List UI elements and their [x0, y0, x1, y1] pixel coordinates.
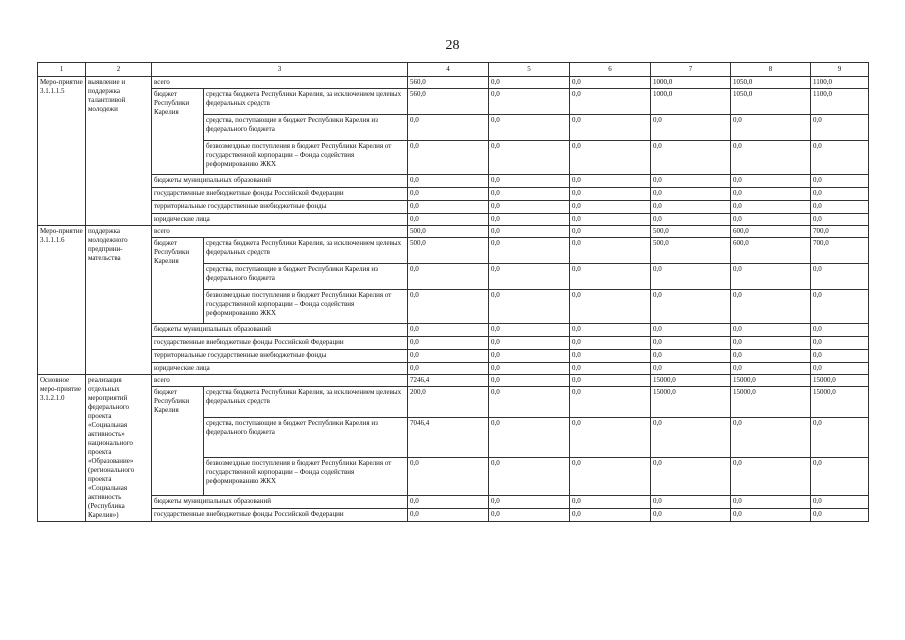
- funding-source: территориальные государственные внебюджетные фонды: [152, 350, 408, 363]
- value-cell: 0,0: [489, 141, 570, 175]
- value-cell: 700,0: [811, 226, 869, 238]
- value-cell: 0,0: [651, 337, 731, 350]
- value-cell: 0,0: [570, 201, 651, 214]
- table-row: [38, 387, 869, 418]
- value-cell: 0,0: [811, 115, 869, 141]
- value-cell: 0,0: [651, 115, 731, 141]
- value-cell: 0,0: [811, 188, 869, 201]
- value-cell: 0,0: [489, 115, 570, 141]
- value-cell: 15000,0: [651, 375, 731, 387]
- value-cell: 0,0: [651, 363, 731, 375]
- value-cell: 0,0: [651, 264, 731, 290]
- value-cell: 0,0: [489, 509, 570, 522]
- value-cell: 0,0: [570, 141, 651, 175]
- header-cell: 3: [152, 63, 408, 77]
- header-cell: 5: [489, 63, 570, 77]
- table-row: [38, 350, 869, 363]
- funding-source: безвозмездные поступления в бюджет Республики Карелия от государственной корпорации – Фонда содействия реформированию ЖКХ: [204, 458, 408, 496]
- header-cell: 2: [86, 63, 152, 77]
- value-cell: 0,0: [811, 363, 869, 375]
- value-cell: 7246,4: [408, 375, 489, 387]
- header-cell: 8: [731, 63, 811, 77]
- value-cell: 0,0: [408, 290, 489, 324]
- value-cell: 0,0: [731, 496, 811, 509]
- value-cell: 600,0: [731, 238, 811, 264]
- budget-label: бюджет Республики Карелия: [152, 238, 204, 324]
- value-cell: 1100,0: [811, 77, 869, 89]
- table-row: [38, 77, 869, 89]
- value-cell: 0,0: [570, 387, 651, 418]
- value-cell: 0,0: [651, 509, 731, 522]
- value-cell: 500,0: [408, 238, 489, 264]
- measure-name: реализация отдельных мероприятий федерального проекта «Социальная активность» национального проекта «Образование» (регионального проекта «Социальная активность (Республика Карелия»): [86, 375, 152, 522]
- funding-source: юридические лица: [152, 363, 408, 375]
- value-cell: 0,0: [570, 188, 651, 201]
- value-cell: 0,0: [731, 418, 811, 458]
- value-cell: 0,0: [408, 337, 489, 350]
- value-cell: 0,0: [731, 458, 811, 496]
- value-cell: 0,0: [570, 89, 651, 115]
- value-cell: 0,0: [489, 337, 570, 350]
- table-row: [38, 496, 869, 509]
- budget-label: бюджет Республики Карелия: [152, 387, 204, 496]
- value-cell: 0,0: [489, 214, 570, 226]
- value-cell: 0,0: [731, 350, 811, 363]
- table-row: [38, 214, 869, 226]
- funding-source: безвозмездные поступления в бюджет Республики Карелия от государственной корпорации – Фонда содействия реформированию ЖКХ: [204, 141, 408, 175]
- funding-source: средства, поступающие в бюджет Республики Карелия из федерального бюджета: [204, 264, 408, 290]
- value-cell: 0,0: [570, 337, 651, 350]
- value-cell: 0,0: [811, 201, 869, 214]
- funding-source: территориальные государственные внебюджетные фонды: [152, 201, 408, 214]
- table-row: [38, 509, 869, 522]
- value-cell: 0,0: [811, 175, 869, 188]
- value-cell: 0,0: [570, 418, 651, 458]
- value-cell: 15000,0: [731, 387, 811, 418]
- value-cell: 1050,0: [731, 89, 811, 115]
- value-cell: 0,0: [408, 115, 489, 141]
- value-cell: 0,0: [731, 509, 811, 522]
- value-cell: 0,0: [489, 418, 570, 458]
- value-cell: 0,0: [570, 238, 651, 264]
- value-cell: 0,0: [570, 350, 651, 363]
- budget-label: бюджет Республики Карелия: [152, 89, 204, 175]
- table-row: [38, 363, 869, 375]
- value-cell: 0,0: [731, 324, 811, 337]
- value-cell: 0,0: [408, 141, 489, 175]
- value-cell: 0,0: [489, 188, 570, 201]
- value-cell: 500,0: [651, 226, 731, 238]
- value-cell: 0,0: [731, 363, 811, 375]
- value-cell: 0,0: [408, 496, 489, 509]
- value-cell: 0,0: [570, 509, 651, 522]
- value-cell: 0,0: [811, 509, 869, 522]
- value-cell: 0,0: [408, 324, 489, 337]
- value-cell: 0,0: [408, 264, 489, 290]
- value-cell: 0,0: [731, 214, 811, 226]
- funding-source: всего: [152, 226, 408, 238]
- measure-code: Меро-приятие 3.1.1.1.5: [38, 77, 86, 226]
- value-cell: 0,0: [489, 238, 570, 264]
- value-cell: 15000,0: [731, 375, 811, 387]
- value-cell: 0,0: [651, 496, 731, 509]
- value-cell: 0,0: [408, 188, 489, 201]
- header-cell: 6: [570, 63, 651, 77]
- funding-source: всего: [152, 77, 408, 89]
- measure-name: поддержка молодежного предприни-мательства: [86, 226, 152, 375]
- funding-source: средства бюджета Республики Карелия, за исключением целевых федеральных средств: [204, 238, 408, 264]
- value-cell: 0,0: [570, 175, 651, 188]
- measure-name: выявление и поддержка талантливой молодежи: [86, 77, 152, 226]
- value-cell: 0,0: [489, 290, 570, 324]
- value-cell: 0,0: [489, 387, 570, 418]
- value-cell: 200,0: [408, 387, 489, 418]
- value-cell: 0,0: [811, 496, 869, 509]
- value-cell: 0,0: [811, 214, 869, 226]
- value-cell: 500,0: [408, 226, 489, 238]
- value-cell: 0,0: [570, 290, 651, 324]
- value-cell: 0,0: [408, 175, 489, 188]
- value-cell: 0,0: [811, 458, 869, 496]
- table-row: [38, 238, 869, 264]
- value-cell: 7046,4: [408, 418, 489, 458]
- table-row: [38, 375, 869, 387]
- value-cell: 0,0: [489, 375, 570, 387]
- value-cell: 0,0: [731, 201, 811, 214]
- value-cell: 0,0: [408, 509, 489, 522]
- value-cell: 0,0: [489, 350, 570, 363]
- value-cell: 0,0: [811, 264, 869, 290]
- table-row: [38, 201, 869, 214]
- value-cell: 0,0: [651, 141, 731, 175]
- value-cell: 0,0: [811, 290, 869, 324]
- value-cell: 1050,0: [731, 77, 811, 89]
- value-cell: 0,0: [489, 89, 570, 115]
- budget-table: [37, 62, 869, 522]
- value-cell: 0,0: [489, 77, 570, 89]
- value-cell: 0,0: [570, 363, 651, 375]
- value-cell: 0,0: [570, 77, 651, 89]
- value-cell: 0,0: [489, 201, 570, 214]
- value-cell: 0,0: [651, 201, 731, 214]
- value-cell: 0,0: [570, 324, 651, 337]
- value-cell: 0,0: [731, 115, 811, 141]
- value-cell: 600,0: [731, 226, 811, 238]
- funding-source: безвозмездные поступления в бюджет Республики Карелия от государственной корпорации – Фонда содействия реформированию ЖКХ: [204, 290, 408, 324]
- value-cell: 0,0: [731, 188, 811, 201]
- value-cell: 0,0: [570, 115, 651, 141]
- value-cell: 0,0: [570, 375, 651, 387]
- value-cell: 0,0: [651, 214, 731, 226]
- funding-source: бюджеты муниципальных образований: [152, 496, 408, 509]
- value-cell: 0,0: [408, 363, 489, 375]
- table-row: [38, 324, 869, 337]
- value-cell: 1100,0: [811, 89, 869, 115]
- header-cell: 1: [38, 63, 86, 77]
- funding-source: бюджеты муниципальных образований: [152, 175, 408, 188]
- value-cell: 0,0: [731, 290, 811, 324]
- value-cell: 0,0: [489, 226, 570, 238]
- value-cell: 0,0: [651, 458, 731, 496]
- value-cell: 1000,0: [651, 89, 731, 115]
- value-cell: 0,0: [651, 418, 731, 458]
- table-row: [38, 89, 869, 115]
- table-row: [38, 226, 869, 238]
- value-cell: 0,0: [731, 337, 811, 350]
- value-cell: 1000,0: [651, 77, 731, 89]
- value-cell: 0,0: [408, 350, 489, 363]
- header-row: [38, 63, 869, 77]
- funding-source: средства, поступающие в бюджет Республики Карелия из федерального бюджета: [204, 418, 408, 458]
- value-cell: 0,0: [408, 214, 489, 226]
- value-cell: 500,0: [651, 238, 731, 264]
- value-cell: 0,0: [408, 458, 489, 496]
- value-cell: 0,0: [489, 264, 570, 290]
- value-cell: 15000,0: [811, 375, 869, 387]
- value-cell: 0,0: [731, 264, 811, 290]
- value-cell: 0,0: [811, 141, 869, 175]
- funding-source: государственные внебюджетные фонды Российской Федерации: [152, 188, 408, 201]
- funding-source: средства, поступающие в бюджет Республики Карелия из федерального бюджета: [204, 115, 408, 141]
- funding-source: государственные внебюджетные фонды Российской Федерации: [152, 337, 408, 350]
- value-cell: 0,0: [651, 290, 731, 324]
- header-cell: 4: [408, 63, 489, 77]
- header-cell: 7: [651, 63, 731, 77]
- value-cell: 0,0: [489, 175, 570, 188]
- value-cell: 0,0: [408, 201, 489, 214]
- value-cell: 0,0: [651, 188, 731, 201]
- value-cell: 0,0: [570, 264, 651, 290]
- table-row: [38, 337, 869, 350]
- page-number: 28: [445, 38, 460, 53]
- value-cell: 0,0: [489, 363, 570, 375]
- value-cell: 0,0: [811, 337, 869, 350]
- value-cell: 0,0: [570, 496, 651, 509]
- measure-code: Основное меро-приятие 3.1.2.1.0: [38, 375, 86, 522]
- funding-source: юридические лица: [152, 214, 408, 226]
- value-cell: 0,0: [651, 175, 731, 188]
- value-cell: 15000,0: [651, 387, 731, 418]
- funding-source: средства бюджета Республики Карелия, за исключением целевых федеральных средств: [204, 387, 408, 418]
- value-cell: 0,0: [651, 350, 731, 363]
- funding-source: бюджеты муниципальных образований: [152, 324, 408, 337]
- measure-code: Меро-приятие 3.1.1.1.6: [38, 226, 86, 375]
- value-cell: 0,0: [489, 458, 570, 496]
- value-cell: 15000,0: [811, 387, 869, 418]
- header-cell: 9: [811, 63, 869, 77]
- value-cell: 0,0: [811, 324, 869, 337]
- value-cell: 560,0: [408, 89, 489, 115]
- value-cell: 0,0: [731, 175, 811, 188]
- value-cell: 700,0: [811, 238, 869, 264]
- funding-source: государственные внебюджетные фонды Российской Федерации: [152, 509, 408, 522]
- funding-source: средства бюджета Республики Карелия, за исключением целевых федеральных средств: [204, 89, 408, 115]
- value-cell: 0,0: [489, 324, 570, 337]
- table-row: [38, 175, 869, 188]
- value-cell: 0,0: [489, 496, 570, 509]
- table-row: [38, 188, 869, 201]
- funding-source: всего: [152, 375, 408, 387]
- value-cell: 0,0: [811, 418, 869, 458]
- value-cell: 0,0: [731, 141, 811, 175]
- value-cell: 0,0: [570, 214, 651, 226]
- value-cell: 0,0: [570, 226, 651, 238]
- value-cell: 0,0: [811, 350, 869, 363]
- value-cell: 0,0: [570, 458, 651, 496]
- value-cell: 560,0: [408, 77, 489, 89]
- value-cell: 0,0: [651, 324, 731, 337]
